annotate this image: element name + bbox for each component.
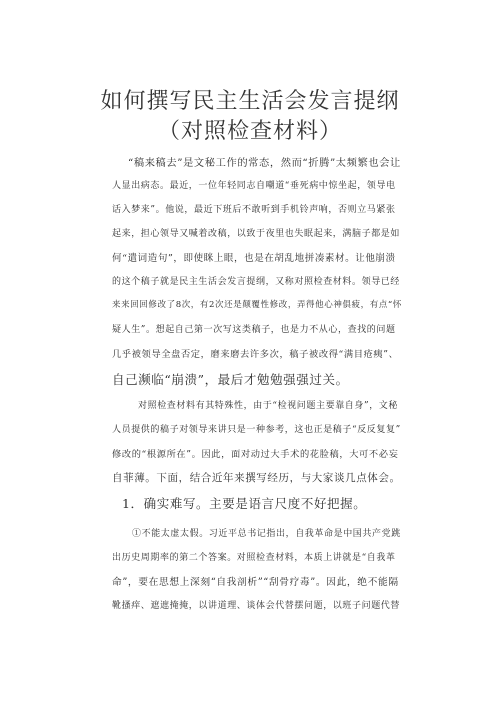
body-line: “稿来稿去”是文秘工作的常态，然而“折腾”太频繁也会让 xyxy=(128,157,401,169)
body-line: 何“遣词造句”，即使眯上眼，也是在胡乱地拼凑素材。让他崩溃 xyxy=(112,253,396,264)
body-line: 起来，担心领导又喊着改稿，以致于夜里也失眠起来，满脑子都是如 xyxy=(112,229,401,239)
body-line: 对照检查材料有其特殊性，由于“检视问题主要靠自身”，文秘 xyxy=(138,401,399,411)
body-line: 靴搔痒、遮遮掩掩，以讲道理、谈体会代替摆问题，以班子问题代替 xyxy=(112,601,401,611)
body-line: 出历史周期率的第二个答案。对照检查材料，本质上讲就是“自我革 xyxy=(112,553,396,563)
body-line: 人员提供的稿子对领导来讲只是一种参考，这也正是稿子“反反复复” xyxy=(112,425,401,435)
section-heading: 1．确实难写。主要是语言尺度不好把握。 xyxy=(122,496,367,511)
body-line: 修改的“根源所在”。因此，面对动过大手术的花脸稿，大可不必妄 xyxy=(112,449,399,460)
body-line: 人显出病态。最近，一位年轻同志自嘲道“垂死病中惊坐起，领导电 xyxy=(112,181,396,191)
body-line: 自己濒临“崩溃”，最后才勉勉强强过关。 xyxy=(112,372,349,387)
body-line: 疑人生”。想起自己第一次写这类稿子，也是力不从心，查找的问题 xyxy=(112,325,396,335)
body-line: ①不能太虚太假。习近平总书记指出，自我革命是中国共产党跳 xyxy=(132,529,401,539)
body-line: 自菲薄。下面，结合近年来撰写经历，与大家谈几点体会。 xyxy=(112,472,401,484)
body-line: 的这个稿子就是民主生活会发言提纲，又称对照检查材料。领导已经 xyxy=(112,277,401,287)
body-line: 命”，要在思想上深刻“自我剖析”“刮骨疗毒”。因此，绝不能隔 xyxy=(112,577,399,588)
document-title: 如何撰写民主生活会发言提纲 xyxy=(100,89,400,114)
document-subtitle: （对照检查材料） xyxy=(157,119,342,144)
body-line: 话入梦来”。他说，最近下班后不敢听到手机铃声响，否则立马紧张 xyxy=(112,205,396,215)
body-line: 几乎被领导全盘否定，磨来磨去许多次，稿子被改得“满目疮痍”、 xyxy=(112,349,399,360)
body-line: 来来回回修改了8次，有2次还是颠覆性修改，弄得他心神俱疲，有点“怀 xyxy=(112,300,402,310)
